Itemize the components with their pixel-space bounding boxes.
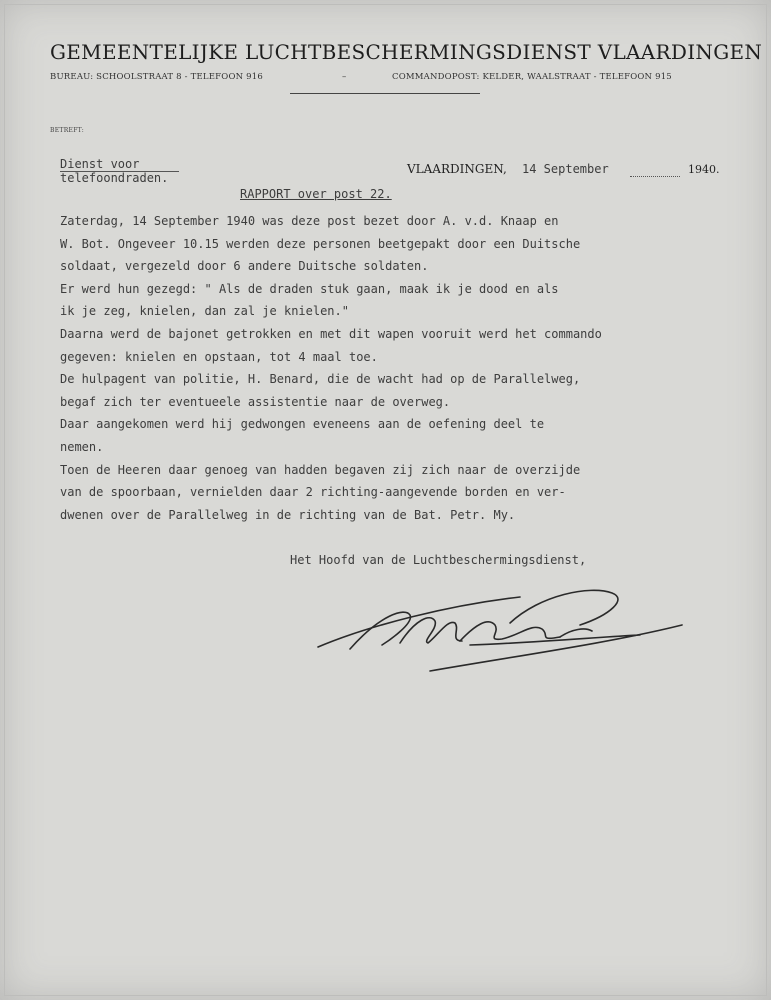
betreft-label: BETREFT: [50,127,85,134]
body-line: Er werd hun gezegd: " Als de draden stuk gaan, maak ik je dood en als [60,281,559,296]
body-line: De hulpagent van politie, H. Benard, die de wacht had op de Parallelweg, [60,372,581,387]
body-line: Daar aangekomen werd hij gedwongen eveneens aan de oefening deel te [60,417,545,432]
body-line: Zaterdag, 14 September 1940 was deze post bezet door A. v.d. Knaap en [60,214,559,228]
place-label: VLAARDINGEN, [407,162,507,176]
body-line: W. Bot. Ongeveer 10.15 werden deze personen beetgepakt door een Duitsche [60,236,581,251]
letterhead-rule [290,93,480,94]
body-line: Toen de Heeren daar genoeg van hadden begaven zij zich naar de overzijde [60,462,581,477]
letterhead-commandopost: COMMANDOPOST: KELDER, WAALSTRAAT - TELEFOON 915 [392,72,672,82]
date-typed: 14 September [522,162,609,176]
closing-line: Het Hoofd van de Luchtbeschermingsdienst, [290,553,587,567]
body-line: begaf zich ter eventueele assistentie naar de overweg. [60,394,451,409]
letterhead-separator: – [342,72,347,82]
date-year: 1940. [688,163,720,176]
report-title: RAPPORT over post 22. [240,187,392,201]
body-line: Daarna werd de bajonet getrokken en met dit wapen vooruit werd het commando [60,326,602,341]
date-rule [630,176,680,177]
body-line: soldaat, vergezeld door 6 andere Duitsche soldaten. [60,259,429,274]
subject-line-1: Dienst voor [60,157,179,172]
body-line: van de spoorbaan, vernielden daar 2 richting-aangevende borden en ver- [60,485,566,500]
body-line: nemen. [60,439,104,454]
subject-block [60,157,179,185]
letterhead-bureau: BUREAU: SCHOOLSTRAAT 8 - TELEFOON 916 [50,72,263,82]
body-line: dwenen over de Parallelweg in de richting van de Bat. Petr. My. [60,507,516,522]
letterhead-title: GEMEENTELIJKE LUCHTBESCHERMINGSDIENST VLAARDINGEN [50,40,763,64]
body-line: ik je zeg, knielen, dan zal je knielen." [60,304,349,319]
body-line: gegeven: knielen en opstaan, tot 4 maal toe. [60,349,378,364]
report-body [60,210,760,526]
subject-line-2: telefoondraden. [60,171,169,185]
handwritten-signature [310,585,690,680]
